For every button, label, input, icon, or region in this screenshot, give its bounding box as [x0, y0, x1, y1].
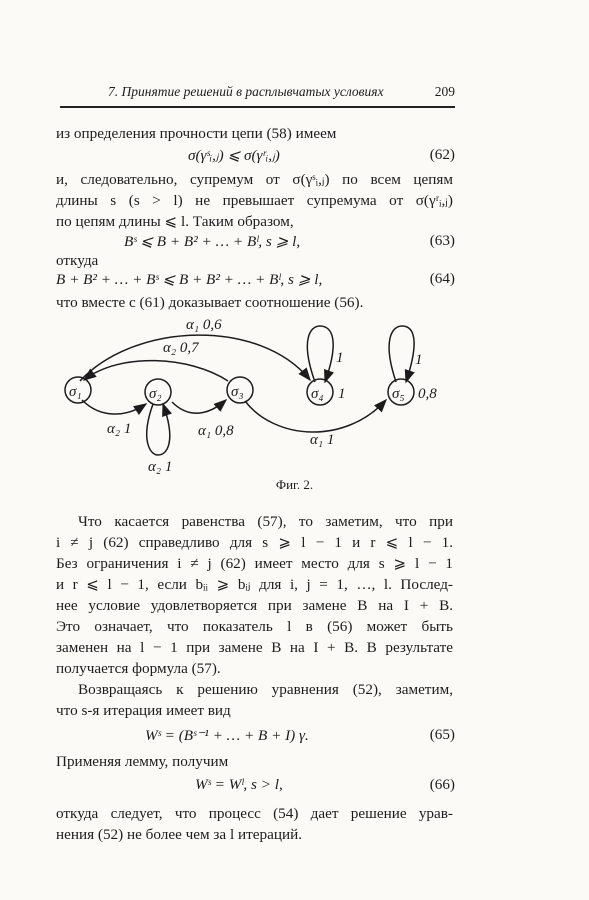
edge-label: α₁ 0,6 [186, 317, 222, 333]
node-label: σ₃ [231, 384, 244, 400]
edge-label: α₂ 0,7 [163, 340, 199, 356]
equation-number-66: (66) [429, 776, 455, 793]
edge-label: 1 [336, 350, 344, 366]
text-line: длины s (s > l) не превышает супремума от σ(γʳᵢ,ⱼ) [56, 192, 453, 209]
text-line: откуда следует, что процесс (54) дает решение урав- [56, 805, 453, 822]
text-line: и r ⩽ l − 1, если bᵢᵢ ⩾ bᵢⱼ для i, j = 1, …, l. Послед- [56, 576, 453, 593]
edge-s2-s3 [172, 400, 226, 413]
text-line: и, следовательно, супремум от σ(γˢᵢ,ⱼ) по всем цепям [56, 171, 453, 188]
text-line: Без ограничения i ≠ j (62) имеет место для s ⩾ l − 1 [56, 555, 453, 572]
header-title: 7. Принятие решений в расплывчатых условиях [108, 84, 384, 99]
node-value-label: 0,8 [418, 386, 437, 402]
formula-64: B + B² + … + Bˢ ⩽ B + B² + … + Bˡ, s ⩾ l, [56, 271, 323, 288]
node-label: σ₁ [69, 384, 82, 400]
equation-number-64: (64) [429, 270, 455, 287]
text-line: откуда [56, 252, 99, 269]
formula-63: Bˢ ⩽ B + B² + … + Bˡ, s ⩾ l, [124, 233, 301, 250]
edge-label: α₁ 0,8 [198, 423, 234, 439]
node-label: σ₄ [311, 386, 324, 402]
text-line: по цепям длины ⩽ l. Таким образом, [56, 213, 294, 230]
edge-s4-loop [307, 326, 333, 382]
formula-66: Wˢ = Wˡ, s > l, [195, 776, 283, 793]
edge-s5-loop [389, 326, 414, 382]
figure-caption: Фиг. 2. [275, 477, 314, 492]
formula-62: σ(γˢᵢ,ⱼ) ⩽ σ(γʳᵢ,ⱼ) [188, 147, 280, 164]
edge-label: α₂ 1 [107, 421, 132, 437]
page-number: 209 [434, 84, 455, 99]
text-line: Это означает, что показатель l в (56) может быть [56, 618, 453, 635]
text-line: из определения прочности цепи (58) имеем [56, 125, 337, 142]
text-line: Что касается равенства (57), то заметим, что при [78, 513, 453, 530]
node-label: σ₂ [149, 386, 162, 402]
edge-label: α₂ 1 [148, 459, 173, 475]
edge-s3-s1 [84, 361, 228, 381]
text-line: заменен на l − 1 при замене B на I + B. В результате [56, 639, 453, 656]
text-line: нения (52) не более чем за l итераций. [56, 826, 303, 843]
equation-number-63: (63) [429, 232, 455, 249]
text-line: Возвращаясь к решению уравнения (52), заметим, [78, 681, 453, 698]
edge-s1-s2 [82, 400, 146, 414]
edge-label: 1 [415, 352, 423, 368]
node-label: σ₅ [392, 386, 405, 402]
text-line: нее условие удовлетворяется при замене B на I + B. [56, 597, 453, 614]
edge-label: α₁ 1 [310, 432, 335, 448]
text-line: Применяя лемму, получим [56, 753, 229, 770]
formula-65: Wˢ = (Bˢ⁻¹ + … + B + I) γ. [145, 727, 309, 744]
text-line: i ≠ j (62) справедливо для s ⩾ l − 1 и r ⩽ l − 1. [56, 534, 453, 551]
edge-s2-loop [147, 404, 170, 455]
text-line: что s-я итерация имеет вид [56, 702, 231, 719]
text-line: получается формула (57). [56, 660, 221, 677]
equation-number-65: (65) [429, 726, 455, 743]
node-value-label: 1 [338, 386, 346, 402]
equation-number-62: (62) [429, 146, 455, 163]
text-line: что вместе с (61) доказывает соотношение (56). [56, 294, 364, 311]
